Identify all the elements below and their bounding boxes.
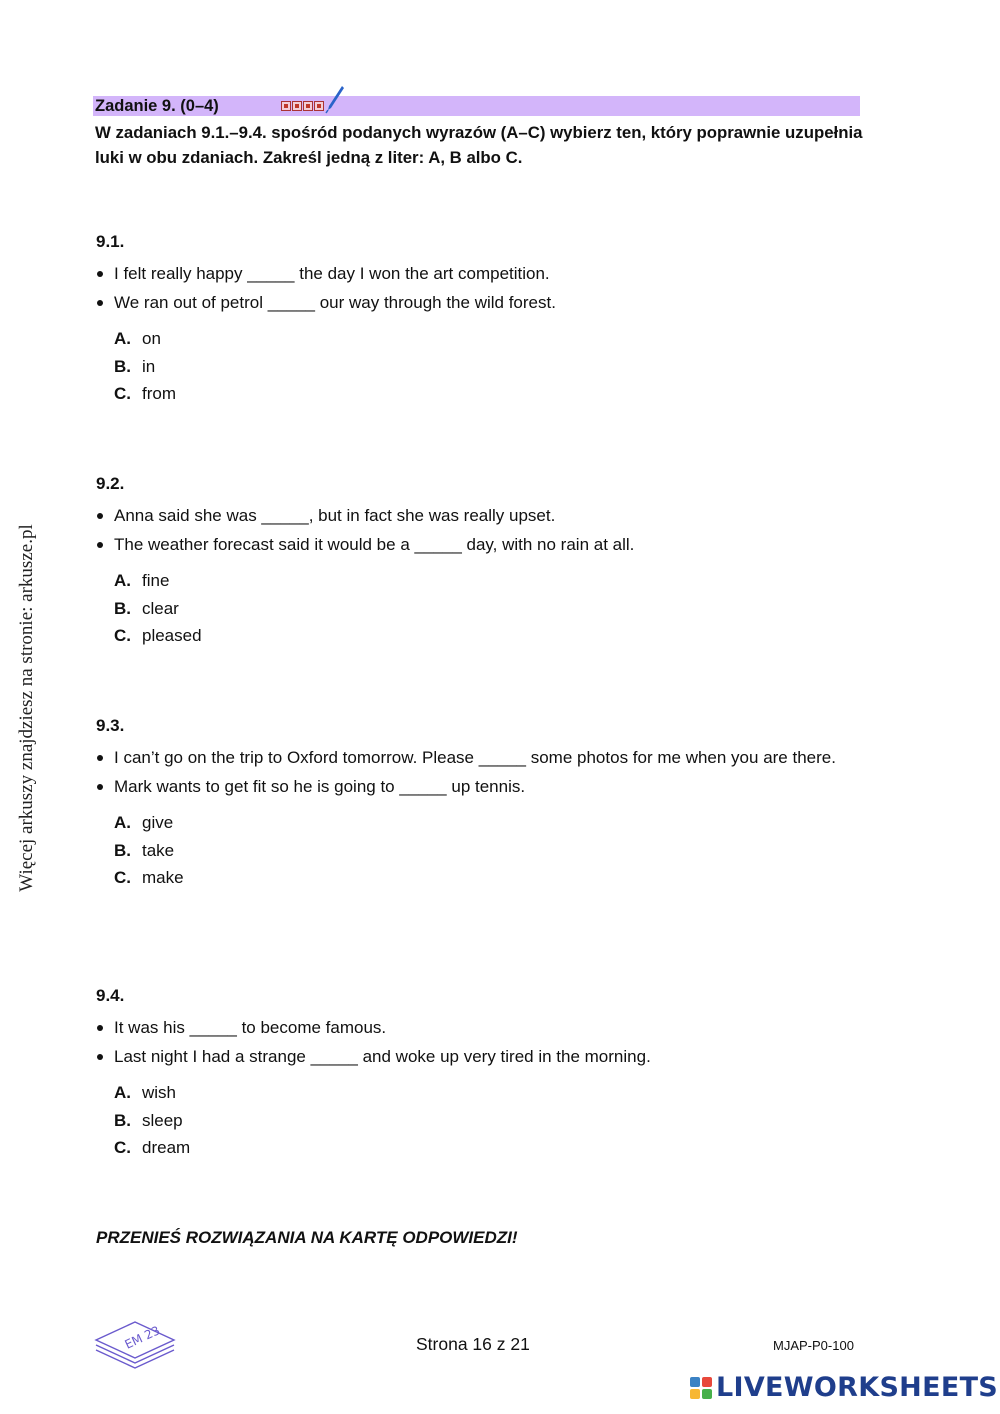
sentence: I felt really happy _____ the day I won the art competition. (96, 260, 886, 287)
option-a[interactable]: A. on (114, 329, 161, 348)
liveworksheets-logo (690, 1372, 998, 1403)
option-a[interactable]: A. give (114, 813, 174, 832)
question-9-3 (96, 714, 886, 892)
answer-options (96, 809, 886, 892)
score-box (314, 101, 324, 111)
question-number: 9.2. (96, 474, 125, 493)
sentence: Last night I had a strange _____ and woke up very tired in the morning. (96, 1043, 886, 1070)
brand-square (702, 1389, 712, 1399)
option-b[interactable]: B. sleep (114, 1110, 183, 1130)
pen-icon (325, 84, 345, 114)
page-number: Strona 16 z 21 (416, 1334, 530, 1354)
sentence: Anna said she was _____, but in fact she was really upset. (96, 502, 886, 529)
task-title: Zadanie 9. (0–4) (95, 97, 219, 115)
option-b[interactable]: B. take (114, 840, 175, 860)
option-c[interactable]: C. dream (114, 1138, 191, 1157)
brand-square (690, 1389, 700, 1399)
score-box (281, 101, 291, 111)
question-9-4 (96, 984, 886, 1162)
score-box (292, 101, 302, 111)
question-number: 9.4. (96, 986, 125, 1005)
sentence: We ran out of petrol _____ our way through the wild forest. (96, 289, 886, 316)
exam-logo-icon (92, 1312, 178, 1372)
question-9-1 (96, 230, 886, 408)
score-boxes (281, 101, 325, 111)
exam-code: MJAP-P0-100 (773, 1338, 854, 1353)
side-watermark: Więcej arkuszy znajdziesz na stronie: arkusze.pl (16, 524, 37, 892)
sentence: I can’t go on the trip to Oxford tomorrow. Please _____ some photos for me when you are there. (96, 744, 886, 771)
answer-options (96, 567, 886, 650)
brand-square (690, 1377, 700, 1387)
question-number: 9.1. (96, 232, 125, 251)
sentence: The weather forecast said it would be a _____ day, with no rain at all. (96, 531, 886, 558)
option-c[interactable]: C. pleased (114, 626, 202, 645)
option-c[interactable]: C. make (114, 868, 184, 887)
option-b[interactable]: B. in (114, 356, 156, 376)
answer-options (96, 1079, 886, 1162)
option-a[interactable]: A. wish (114, 1083, 177, 1102)
brand-squares-icon (690, 1377, 712, 1399)
option-b[interactable]: B. clear (114, 598, 179, 618)
brand-name: LIVEWORKSHEETS (716, 1372, 999, 1403)
sentence: Mark wants to get fit so he is going to _____ up tennis. (96, 773, 886, 800)
brand-square (702, 1377, 712, 1387)
option-c[interactable]: C. from (114, 384, 176, 403)
question-9-2 (96, 472, 886, 650)
option-a[interactable]: A. fine (114, 571, 170, 590)
task-header (93, 96, 860, 116)
answer-options (96, 325, 886, 408)
question-number: 9.3. (96, 716, 125, 735)
svg-text:EM 23: EM 23 (122, 1323, 163, 1352)
task-instruction: W zadaniach 9.1.–9.4. spośród podanych wyrazów (A–C) wybierz ten, który poprawnie uzupełnia luki w obu zdaniach. Zakreśl jedną z liter: A, B albo C. (95, 123, 863, 167)
score-box (303, 101, 313, 111)
sentence: It was his _____ to become famous. (96, 1014, 886, 1041)
transfer-note: PRZENIEŚ ROZWIĄZANIA NA KARTĘ ODPOWIEDZI! (96, 1228, 518, 1247)
